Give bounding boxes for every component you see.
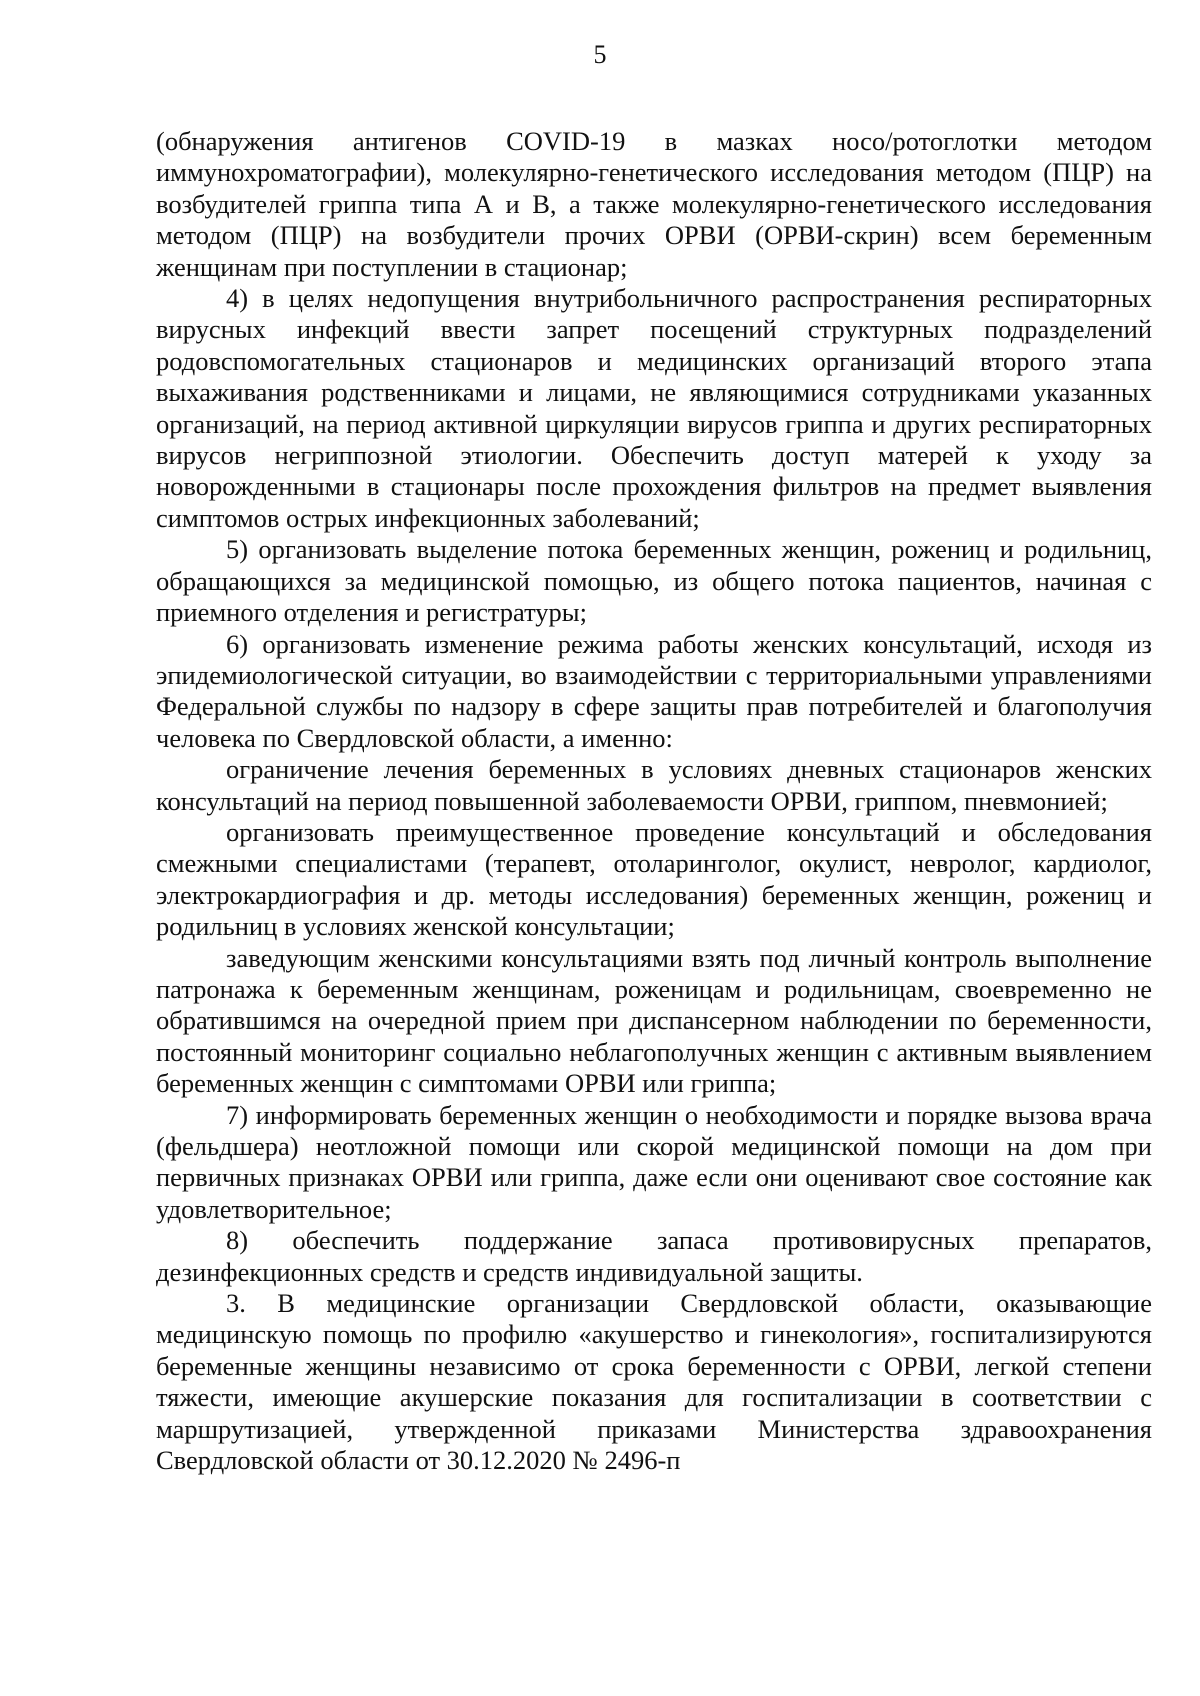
document-body	[156, 126, 1152, 1476]
paragraph-continuation: (обнаружения антигенов COVID-19 в мазках носо/ротоглотки методом иммунохроматографии), молекулярно-генетического исследования методом (ПЦР) на возбудителей гриппа типа А и В, а также молекулярно-генетического исследования методом (ПЦР) на возбудители прочих ОРВИ (ОРВИ-скрин) всем беременным женщинам при поступлении в стационар;	[156, 126, 1152, 282]
paragraph-item-6-b: организовать преимущественное проведение консультаций и обследования смежными специалистами (терапевт, отоларинголог, окулист, невролог, кардиолог, электрокардиография и др. методы исследования) беременных женщин, рожениц и родильниц в условиях женской консультации;	[156, 816, 1152, 942]
paragraph-section-3: 3. В медицинские организации Свердловской области, оказывающие медицинскую помощь по профилю «акушерство и гинекология», госпитализируются беременные женщины независимо от срока беременности с ОРВИ, легкой степени тяжести, имеющие акушерские показания для госпитализации в соответствии с маршрутизацией, утвержденной приказами Министерства здравоохранения Свердловской области от 30.12.2020 № 2496-п	[156, 1288, 1152, 1476]
paragraph-item-6-c: заведующим женскими консультациями взять под личный контроль выполнение патронажа к беременным женщинам, роженицам и родильницам, своевременно не обратившимся на очередной прием при диспансерном наблюдении по беременности, постоянный мониторинг социально неблагополучных женщин с активным выявлением беременных женщин с симптомами ОРВИ или гриппа;	[156, 942, 1152, 1099]
page-number: 5	[593, 40, 607, 69]
paragraph-item-4: 4) в целях недопущения внутрибольничного распространения респираторных вирусных инфекций ввести запрет посещений структурных подразделений родовспомогательных стационаров и медицинских организаций второго этапа выхаживания родственниками и лицами, не являющимися сотрудниками указанных организаций, на период активной циркуляции вирусов гриппа и других респираторных вирусов негриппозной этиологии. Обеспечить доступ матерей к уходу за новорожденными в стационары после прохождения фильтров на предмет выявления симптомов острых инфекционных заболеваний;	[156, 283, 1152, 533]
paragraph-item-6-a: ограничение лечения беременных в условиях дневных стационаров женских консультаций на период повышенной заболеваемости ОРВИ, гриппом, пневмонией;	[156, 754, 1152, 816]
paragraph-item-5: 5) организовать выделение потока беременных женщин, рожениц и родильниц, обращающихся за медицинской помощью, из общего потока пациентов, начиная с приемного отделения и регистратуры;	[156, 534, 1152, 628]
paragraph-item-6: 6) организовать изменение режима работы женских консультаций, исходя из эпидемиологической ситуации, во взаимодействии с территориальными управлениями Федеральной службы по надзору в сфере защиты прав потребителей и благополучия человека по Свердловской области, а именно:	[156, 628, 1152, 753]
paragraph-item-7: 7) информировать беременных женщин о необходимости и порядке вызова врача (фельдшера) неотложной помощи или скорой медицинской помощи на дом при первичных признаках ОРВИ или гриппа, даже если они оценивают свое состояние как удовлетворительное;	[156, 1099, 1152, 1224]
paragraph-item-8: 8) обеспечить поддержание запаса противовирусных препаратов, дезинфекционных средств и средств индивидуальной защиты.	[156, 1225, 1152, 1287]
